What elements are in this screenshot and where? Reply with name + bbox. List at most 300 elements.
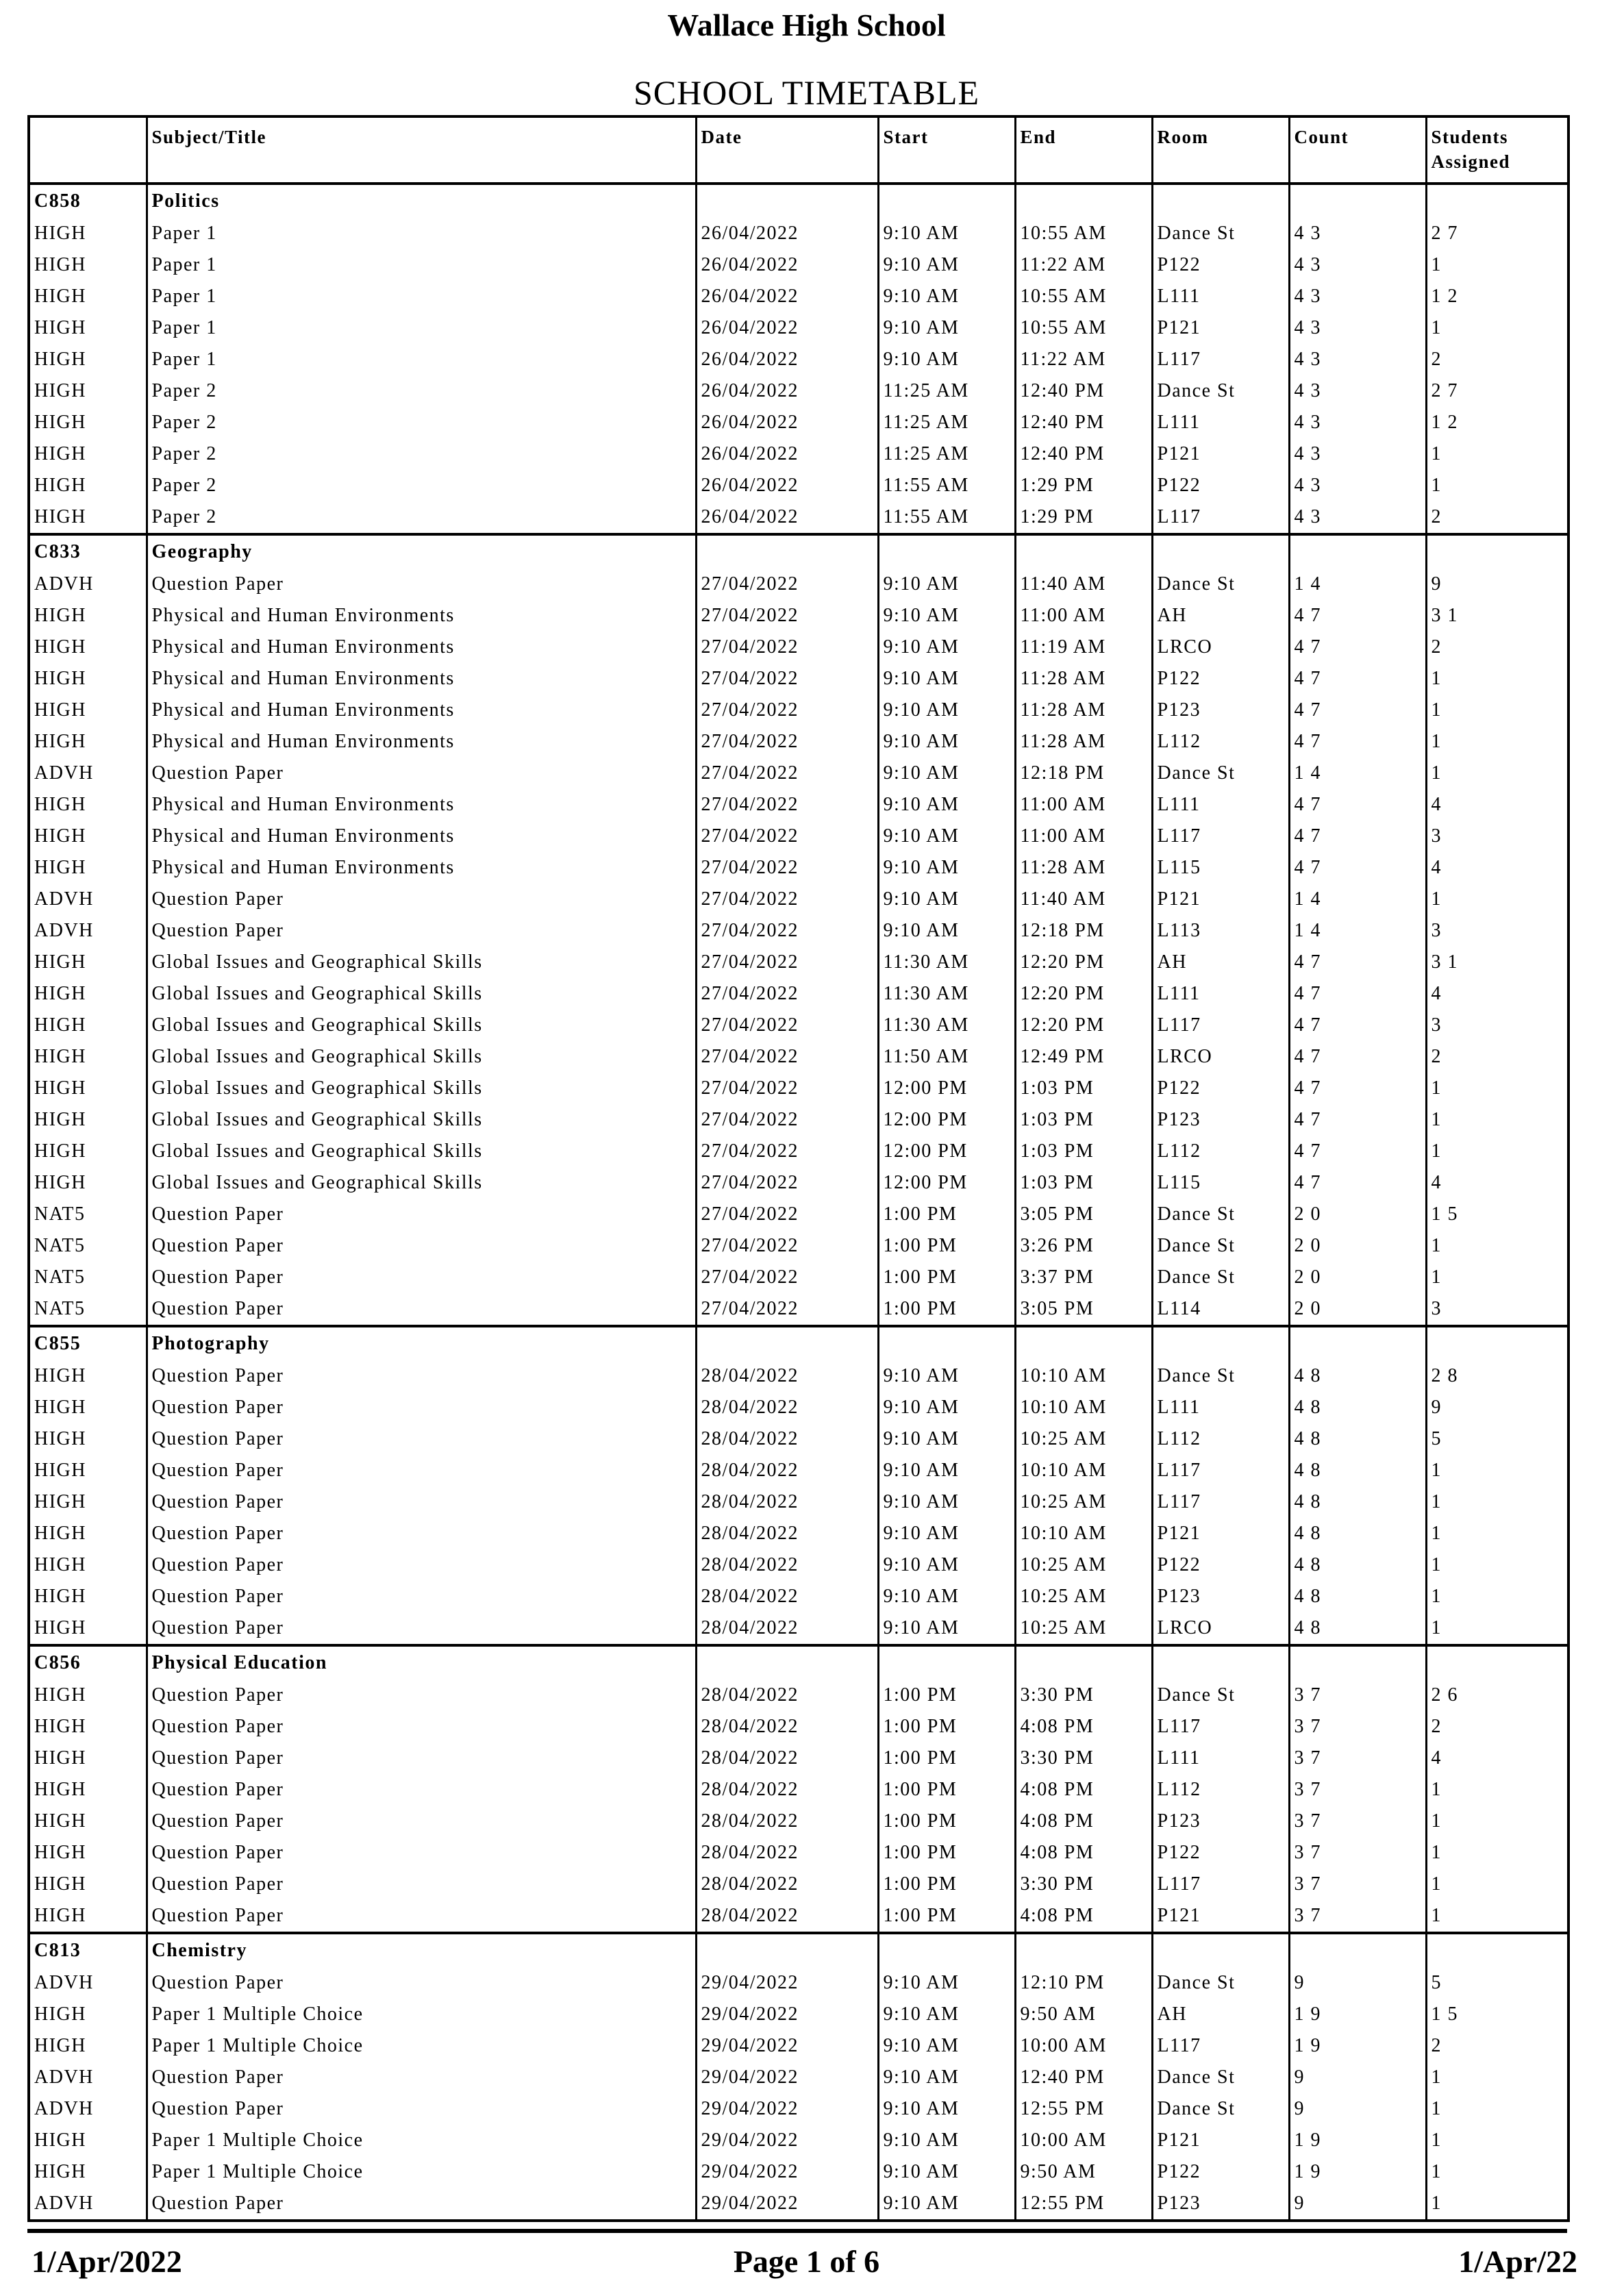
level-cell: HIGH <box>29 600 147 632</box>
start-time-cell: 1:00 PM <box>878 1293 1015 1326</box>
students-assigned-cell: 1 <box>1426 2188 1568 2221</box>
room-cell: L112 <box>1152 1136 1289 1167</box>
table-row <box>29 1392 1568 1423</box>
students-assigned-cell: 1 <box>1426 2093 1568 2125</box>
table-row <box>29 312 1568 344</box>
count-cell: 4 7 <box>1289 663 1426 695</box>
empty-cell <box>878 534 1015 569</box>
end-time-cell: 9:50 AM <box>1015 1999 1152 2030</box>
count-cell: 4 8 <box>1289 1455 1426 1486</box>
end-time-cell: 10:25 AM <box>1015 1549 1152 1581</box>
empty-cell <box>1015 534 1152 569</box>
end-time-cell: 3:30 PM <box>1015 1680 1152 1711</box>
count-cell: 9 <box>1289 2188 1426 2221</box>
empty-cell <box>878 1933 1015 1967</box>
students-assigned-cell: 3 1 <box>1426 947 1568 978</box>
subject-title-cell: Question Paper <box>147 1486 696 1518</box>
start-time-cell: 1:00 PM <box>878 1774 1015 1806</box>
date-cell: 28/04/2022 <box>696 1423 878 1455</box>
count-cell: 3 7 <box>1289 1680 1426 1711</box>
date-cell: 27/04/2022 <box>696 695 878 726</box>
end-time-cell: 10:25 AM <box>1015 1423 1152 1455</box>
end-time-cell: 1:29 PM <box>1015 470 1152 501</box>
table-row <box>29 1293 1568 1326</box>
level-cell: HIGH <box>29 852 147 884</box>
level-cell: HIGH <box>29 1806 147 1837</box>
end-time-cell: 12:40 PM <box>1015 2062 1152 2093</box>
students-assigned-cell: 1 <box>1426 312 1568 344</box>
students-assigned-cell: 1 5 <box>1426 1999 1568 2030</box>
start-time-cell: 9:10 AM <box>878 249 1015 281</box>
start-time-cell: 9:10 AM <box>878 758 1015 789</box>
end-time-cell: 3:37 PM <box>1015 1262 1152 1293</box>
table-row <box>29 1167 1568 1199</box>
room-cell: L112 <box>1152 1774 1289 1806</box>
date-cell: 27/04/2022 <box>696 1073 878 1104</box>
subject-title-cell: Paper 1 Multiple Choice <box>147 1999 696 2030</box>
students-assigned-cell: 1 <box>1426 1518 1568 1549</box>
table-row <box>29 600 1568 632</box>
subject-group-row <box>29 1645 1568 1680</box>
students-assigned-cell: 3 <box>1426 821 1568 852</box>
level-cell: HIGH <box>29 1549 147 1581</box>
count-cell: 4 3 <box>1289 470 1426 501</box>
level-cell: HIGH <box>29 1612 147 1645</box>
count-cell: 4 7 <box>1289 632 1426 663</box>
room-cell: P122 <box>1152 663 1289 695</box>
level-cell: HIGH <box>29 344 147 375</box>
end-time-cell: 10:55 AM <box>1015 312 1152 344</box>
room-cell: L111 <box>1152 281 1289 312</box>
students-assigned-cell: 2 <box>1426 501 1568 534</box>
room-cell: P123 <box>1152 1806 1289 1837</box>
count-cell: 4 3 <box>1289 281 1426 312</box>
subject-code: C855 <box>29 1326 147 1360</box>
count-cell: 4 7 <box>1289 600 1426 632</box>
table-row <box>29 501 1568 534</box>
date-cell: 27/04/2022 <box>696 1010 878 1041</box>
start-time-cell: 1:00 PM <box>878 1199 1015 1230</box>
end-time-cell: 10:00 AM <box>1015 2030 1152 2062</box>
level-cell: HIGH <box>29 470 147 501</box>
room-cell: P121 <box>1152 884 1289 915</box>
start-time-cell: 1:00 PM <box>878 1711 1015 1743</box>
subject-title-cell: Paper 1 <box>147 281 696 312</box>
count-cell: 4 7 <box>1289 1073 1426 1104</box>
students-assigned-cell: 1 <box>1426 249 1568 281</box>
start-time-cell: 1:00 PM <box>878 1680 1015 1711</box>
date-cell: 27/04/2022 <box>696 1199 878 1230</box>
table-row <box>29 2156 1568 2188</box>
table-row <box>29 249 1568 281</box>
col-header-count: Count <box>1289 116 1426 184</box>
level-cell: NAT5 <box>29 1293 147 1326</box>
empty-cell <box>696 184 878 218</box>
subject-title-cell: Question Paper <box>147 1262 696 1293</box>
end-time-cell: 10:10 AM <box>1015 1392 1152 1423</box>
level-cell: HIGH <box>29 947 147 978</box>
date-cell: 27/04/2022 <box>696 884 878 915</box>
count-cell: 9 <box>1289 2062 1426 2093</box>
empty-cell <box>878 1326 1015 1360</box>
page-number: Page 1 of 6 <box>733 2244 880 2279</box>
room-cell: P122 <box>1152 1837 1289 1869</box>
subject-title-cell: Question Paper <box>147 1392 696 1423</box>
start-time-cell: 9:10 AM <box>878 312 1015 344</box>
end-time-cell: 3:05 PM <box>1015 1293 1152 1326</box>
table-row <box>29 1967 1568 1999</box>
start-time-cell: 9:10 AM <box>878 1360 1015 1392</box>
end-time-cell: 12:55 PM <box>1015 2093 1152 2125</box>
count-cell: 1 9 <box>1289 2030 1426 2062</box>
level-cell: ADVH <box>29 884 147 915</box>
students-assigned-cell: 1 <box>1426 1262 1568 1293</box>
room-cell: P122 <box>1152 1073 1289 1104</box>
end-time-cell: 12:55 PM <box>1015 2188 1152 2221</box>
start-time-cell: 9:10 AM <box>878 663 1015 695</box>
date-cell: 27/04/2022 <box>696 789 878 821</box>
end-time-cell: 12:20 PM <box>1015 1010 1152 1041</box>
start-time-cell: 12:00 PM <box>878 1167 1015 1199</box>
subject-title-cell: Global Issues and Geographical Skills <box>147 947 696 978</box>
table-row <box>29 470 1568 501</box>
subject-group-row <box>29 534 1568 569</box>
table-row <box>29 1486 1568 1518</box>
room-cell: L117 <box>1152 1869 1289 1900</box>
room-cell: L111 <box>1152 1392 1289 1423</box>
end-time-cell: 1:29 PM <box>1015 501 1152 534</box>
start-time-cell: 9:10 AM <box>878 218 1015 249</box>
date-cell: 27/04/2022 <box>696 978 878 1010</box>
level-cell: ADVH <box>29 758 147 789</box>
students-assigned-cell: 1 <box>1426 2156 1568 2188</box>
subject-title-cell: Question Paper <box>147 1900 696 1933</box>
room-cell: AH <box>1152 947 1289 978</box>
level-cell: HIGH <box>29 1360 147 1392</box>
date-cell: 28/04/2022 <box>696 1806 878 1837</box>
room-cell: Dance St <box>1152 1230 1289 1262</box>
start-time-cell: 9:10 AM <box>878 281 1015 312</box>
level-cell: ADVH <box>29 2093 147 2125</box>
empty-cell <box>1152 1645 1289 1680</box>
level-cell: NAT5 <box>29 1230 147 1262</box>
students-assigned-cell: 4 <box>1426 1167 1568 1199</box>
school-name: Wallace High School <box>667 8 946 42</box>
end-time-cell: 10:00 AM <box>1015 2125 1152 2156</box>
level-cell: HIGH <box>29 2030 147 2062</box>
end-time-cell: 10:55 AM <box>1015 281 1152 312</box>
count-cell: 4 7 <box>1289 695 1426 726</box>
empty-cell <box>696 534 878 569</box>
count-cell: 4 3 <box>1289 218 1426 249</box>
table-row <box>29 1262 1568 1293</box>
start-time-cell: 1:00 PM <box>878 1900 1015 1933</box>
start-time-cell: 12:00 PM <box>878 1073 1015 1104</box>
room-cell: P123 <box>1152 2188 1289 2221</box>
end-time-cell: 1:03 PM <box>1015 1167 1152 1199</box>
subject-group-row <box>29 184 1568 218</box>
students-assigned-cell: 2 <box>1426 1711 1568 1743</box>
level-cell: HIGH <box>29 2125 147 2156</box>
table-row <box>29 1806 1568 1837</box>
end-time-cell: 12:49 PM <box>1015 1041 1152 1073</box>
subject-name: Chemistry <box>147 1933 696 1967</box>
room-cell: Dance St <box>1152 1680 1289 1711</box>
end-time-cell: 10:25 AM <box>1015 1612 1152 1645</box>
date-cell: 27/04/2022 <box>696 1230 878 1262</box>
start-time-cell: 9:10 AM <box>878 726 1015 758</box>
level-cell: HIGH <box>29 632 147 663</box>
table-row <box>29 218 1568 249</box>
room-cell: LRCO <box>1152 1041 1289 1073</box>
empty-cell <box>1152 534 1289 569</box>
count-cell: 4 7 <box>1289 978 1426 1010</box>
level-cell: ADVH <box>29 915 147 947</box>
subject-name: Geography <box>147 534 696 569</box>
room-cell: L117 <box>1152 821 1289 852</box>
col-header-level <box>29 116 147 184</box>
count-cell: 4 7 <box>1289 852 1426 884</box>
students-assigned-cell: 1 <box>1426 1104 1568 1136</box>
date-cell: 27/04/2022 <box>696 947 878 978</box>
students-assigned-cell: 3 <box>1426 915 1568 947</box>
start-time-cell: 1:00 PM <box>878 1806 1015 1837</box>
end-time-cell: 10:10 AM <box>1015 1455 1152 1486</box>
level-cell: HIGH <box>29 1869 147 1900</box>
subject-code: C858 <box>29 184 147 218</box>
end-time-cell: 3:30 PM <box>1015 1869 1152 1900</box>
empty-cell <box>696 1933 878 1967</box>
date-cell: 26/04/2022 <box>696 501 878 534</box>
timetable-body <box>29 184 1568 2221</box>
start-time-cell: 9:10 AM <box>878 1581 1015 1612</box>
subject-title-cell: Physical and Human Environments <box>147 852 696 884</box>
count-cell: 1 4 <box>1289 758 1426 789</box>
subject-title-cell: Question Paper <box>147 758 696 789</box>
date-cell: 28/04/2022 <box>696 1774 878 1806</box>
count-cell: 3 7 <box>1289 1774 1426 1806</box>
count-cell: 2 0 <box>1289 1199 1426 1230</box>
level-cell: HIGH <box>29 1010 147 1041</box>
students-assigned-cell: 1 2 <box>1426 407 1568 438</box>
subject-name: Politics <box>147 184 696 218</box>
end-time-cell: 4:08 PM <box>1015 1837 1152 1869</box>
room-cell: Dance St <box>1152 1199 1289 1230</box>
room-cell: P121 <box>1152 1900 1289 1933</box>
start-time-cell: 9:10 AM <box>878 695 1015 726</box>
empty-cell <box>1426 184 1568 218</box>
students-assigned-cell: 1 <box>1426 470 1568 501</box>
table-row <box>29 2030 1568 2062</box>
subject-title-cell: Global Issues and Geographical Skills <box>147 1167 696 1199</box>
students-assigned-cell: 9 <box>1426 1392 1568 1423</box>
room-cell: AH <box>1152 1999 1289 2030</box>
table-row <box>29 1743 1568 1774</box>
start-time-cell: 11:30 AM <box>878 1010 1015 1041</box>
date-cell: 29/04/2022 <box>696 2030 878 2062</box>
count-cell: 4 8 <box>1289 1392 1426 1423</box>
start-time-cell: 9:10 AM <box>878 2093 1015 2125</box>
level-cell: HIGH <box>29 1711 147 1743</box>
table-row <box>29 407 1568 438</box>
table-row <box>29 1900 1568 1933</box>
start-time-cell: 1:00 PM <box>878 1837 1015 1869</box>
date-cell: 27/04/2022 <box>696 632 878 663</box>
end-time-cell: 12:40 PM <box>1015 375 1152 407</box>
students-assigned-cell: 1 <box>1426 884 1568 915</box>
date-cell: 27/04/2022 <box>696 1041 878 1073</box>
end-time-cell: 12:20 PM <box>1015 947 1152 978</box>
end-time-cell: 11:40 AM <box>1015 884 1152 915</box>
room-cell: L112 <box>1152 1423 1289 1455</box>
table-row <box>29 1073 1568 1104</box>
end-time-cell: 11:22 AM <box>1015 344 1152 375</box>
end-time-cell: 11:22 AM <box>1015 249 1152 281</box>
timetable <box>27 115 1570 2222</box>
level-cell: HIGH <box>29 1999 147 2030</box>
end-time-cell: 12:20 PM <box>1015 978 1152 1010</box>
start-time-cell: 12:00 PM <box>878 1104 1015 1136</box>
start-time-cell: 9:10 AM <box>878 1549 1015 1581</box>
room-cell: Dance St <box>1152 1262 1289 1293</box>
start-time-cell: 12:00 PM <box>878 1136 1015 1167</box>
col-header-subject: Subject/Title <box>147 116 696 184</box>
level-cell: NAT5 <box>29 1262 147 1293</box>
empty-cell <box>878 1645 1015 1680</box>
count-cell: 3 7 <box>1289 1743 1426 1774</box>
subject-title-cell: Question Paper <box>147 915 696 947</box>
start-time-cell: 11:25 AM <box>878 438 1015 470</box>
subject-title-cell: Question Paper <box>147 1837 696 1869</box>
room-cell: Dance St <box>1152 1360 1289 1392</box>
table-row <box>29 852 1568 884</box>
empty-cell <box>1289 1933 1426 1967</box>
level-cell: HIGH <box>29 1073 147 1104</box>
subject-title-cell: Global Issues and Geographical Skills <box>147 1041 696 1073</box>
students-assigned-cell: 1 <box>1426 1612 1568 1645</box>
table-row <box>29 1999 1568 2030</box>
subject-title-cell: Paper 2 <box>147 470 696 501</box>
date-cell: 27/04/2022 <box>696 663 878 695</box>
date-cell: 27/04/2022 <box>696 915 878 947</box>
table-row <box>29 1423 1568 1455</box>
end-time-cell: 3:26 PM <box>1015 1230 1152 1262</box>
level-cell: HIGH <box>29 663 147 695</box>
students-assigned-cell: 4 <box>1426 1743 1568 1774</box>
subject-title-cell: Paper 2 <box>147 375 696 407</box>
date-cell: 29/04/2022 <box>696 2156 878 2188</box>
start-time-cell: 11:55 AM <box>878 501 1015 534</box>
students-assigned-cell: 1 <box>1426 726 1568 758</box>
date-cell: 29/04/2022 <box>696 1999 878 2030</box>
table-row <box>29 1104 1568 1136</box>
students-assigned-cell: 2 <box>1426 344 1568 375</box>
subject-title-cell: Physical and Human Environments <box>147 632 696 663</box>
subject-title-cell: Question Paper <box>147 1743 696 1774</box>
subject-title-cell: Question Paper <box>147 1423 696 1455</box>
table-row <box>29 663 1568 695</box>
page-title: SCHOOL TIMETABLE <box>633 73 980 112</box>
subject-title-cell: Question Paper <box>147 1806 696 1837</box>
room-cell: L117 <box>1152 1486 1289 1518</box>
table-row <box>29 1774 1568 1806</box>
count-cell: 1 4 <box>1289 915 1426 947</box>
subject-title-cell: Global Issues and Geographical Skills <box>147 978 696 1010</box>
room-cell: L117 <box>1152 1010 1289 1041</box>
count-cell: 4 3 <box>1289 312 1426 344</box>
start-time-cell: 9:10 AM <box>878 821 1015 852</box>
room-cell: L117 <box>1152 501 1289 534</box>
end-time-cell: 4:08 PM <box>1015 1806 1152 1837</box>
subject-title-cell: Question Paper <box>147 2093 696 2125</box>
start-time-cell: 9:10 AM <box>878 2156 1015 2188</box>
subject-title-cell: Question Paper <box>147 884 696 915</box>
table-row <box>29 2062 1568 2093</box>
footer-date-right: 1/Apr/22 <box>1458 2244 1577 2279</box>
count-cell: 4 8 <box>1289 1549 1426 1581</box>
room-cell: Dance St <box>1152 2062 1289 2093</box>
col-header-date: Date <box>696 116 878 184</box>
students-assigned-cell: 1 <box>1426 1774 1568 1806</box>
level-cell: HIGH <box>29 1041 147 1073</box>
room-cell: L115 <box>1152 1167 1289 1199</box>
table-row <box>29 1612 1568 1645</box>
subject-name: Photography <box>147 1326 696 1360</box>
end-time-cell: 11:28 AM <box>1015 726 1152 758</box>
table-row <box>29 884 1568 915</box>
count-cell: 3 7 <box>1289 1806 1426 1837</box>
table-row <box>29 2188 1568 2221</box>
start-time-cell: 11:30 AM <box>878 947 1015 978</box>
empty-cell <box>1289 534 1426 569</box>
room-cell: Dance St <box>1152 218 1289 249</box>
level-cell: HIGH <box>29 1581 147 1612</box>
room-cell: L111 <box>1152 407 1289 438</box>
start-time-cell: 9:10 AM <box>878 569 1015 600</box>
room-cell: P121 <box>1152 2125 1289 2156</box>
students-assigned-cell: 2 7 <box>1426 375 1568 407</box>
level-cell: HIGH <box>29 1486 147 1518</box>
subject-title-cell: Question Paper <box>147 1199 696 1230</box>
count-cell: 4 8 <box>1289 1360 1426 1392</box>
students-assigned-cell: 1 <box>1426 2062 1568 2093</box>
start-time-cell: 11:25 AM <box>878 407 1015 438</box>
count-cell: 4 7 <box>1289 789 1426 821</box>
students-assigned-cell: 1 <box>1426 1136 1568 1167</box>
date-cell: 28/04/2022 <box>696 1711 878 1743</box>
start-time-cell: 9:10 AM <box>878 2125 1015 2156</box>
date-cell: 28/04/2022 <box>696 1392 878 1423</box>
subject-title-cell: Global Issues and Geographical Skills <box>147 1136 696 1167</box>
level-cell: HIGH <box>29 1455 147 1486</box>
end-time-cell: 3:05 PM <box>1015 1199 1152 1230</box>
level-cell: HIGH <box>29 1900 147 1933</box>
count-cell: 4 7 <box>1289 1167 1426 1199</box>
end-time-cell: 1:03 PM <box>1015 1136 1152 1167</box>
students-assigned-cell: 1 2 <box>1426 281 1568 312</box>
count-cell: 1 4 <box>1289 884 1426 915</box>
table-row <box>29 947 1568 978</box>
table-row <box>29 821 1568 852</box>
count-cell: 4 7 <box>1289 821 1426 852</box>
empty-cell <box>1426 1933 1568 1967</box>
count-cell: 4 8 <box>1289 1581 1426 1612</box>
count-cell: 4 3 <box>1289 249 1426 281</box>
start-time-cell: 9:10 AM <box>878 344 1015 375</box>
start-time-cell: 9:10 AM <box>878 600 1015 632</box>
empty-cell <box>1289 1645 1426 1680</box>
end-time-cell: 12:10 PM <box>1015 1967 1152 1999</box>
